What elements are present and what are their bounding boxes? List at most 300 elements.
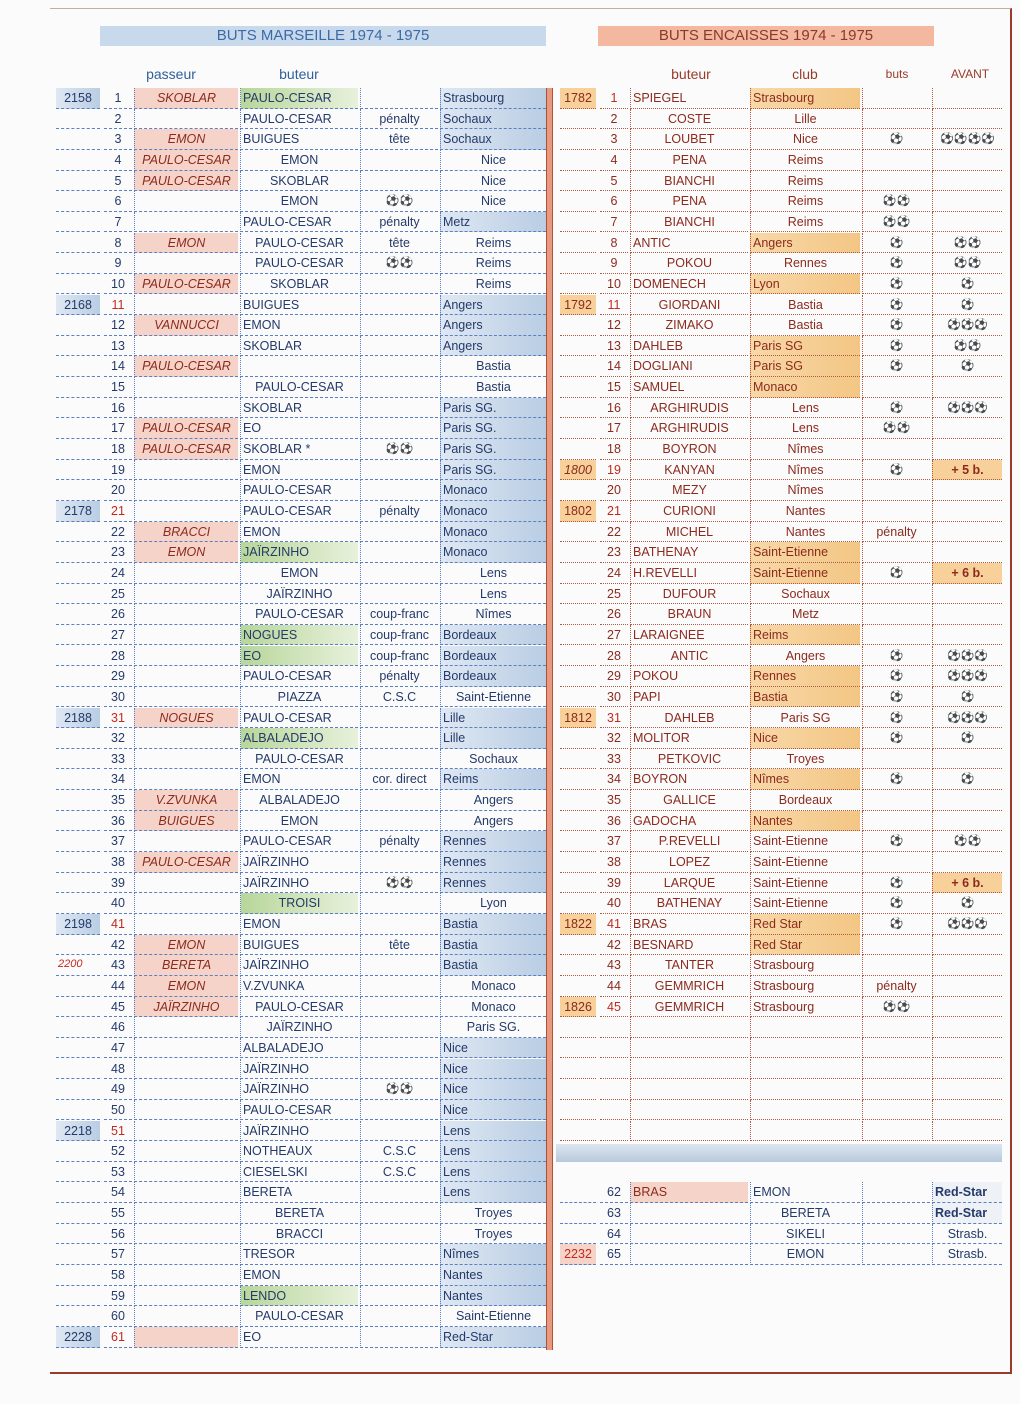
passeur-cell: BERETA	[134, 955, 238, 976]
opponent-cell: Bastia	[440, 955, 546, 976]
right-number-cell: 42	[600, 935, 628, 956]
passeur-cell: EMON	[134, 542, 238, 563]
right-total-cell	[560, 625, 596, 646]
right-total-cell	[560, 1079, 596, 1100]
club-cell: Nantes	[750, 501, 860, 522]
conceded-buteur-cell: BOYRON	[630, 439, 748, 460]
club-cell	[750, 1038, 860, 1059]
table-row	[0, 873, 1020, 894]
avant-cell: ⚽⚽	[932, 253, 1002, 274]
right-number-cell: 40	[600, 893, 628, 914]
table-row	[0, 460, 1020, 481]
club-cell: Paris SG	[750, 708, 860, 729]
left-number-cell: 28	[104, 646, 132, 667]
opponent-cell: Angers	[440, 336, 546, 357]
banner-buts-encaisses: BUTS ENCAISSES 1974 - 1975	[598, 26, 934, 46]
buts-cell: ⚽	[862, 831, 930, 852]
avant-cell: Strasb.	[932, 1224, 1002, 1245]
club-cell: Reims	[750, 212, 860, 233]
buteur-cell: EMON	[240, 522, 358, 543]
buteur-cell: NOTHEAUX	[240, 1141, 358, 1162]
right-total-cell	[560, 976, 596, 997]
right-number-cell: 26	[600, 604, 628, 625]
opponent-cell: Bordeaux	[440, 625, 546, 646]
club-cell: BERETA	[750, 1203, 860, 1224]
left-total-cell	[56, 1286, 100, 1307]
avant-cell	[932, 109, 1002, 130]
buts-cell	[862, 1100, 930, 1121]
club-cell: EMON	[750, 1244, 860, 1265]
right-total-cell: 1802	[560, 501, 596, 522]
opponent-cell: Rennes	[440, 831, 546, 852]
buteur-cell: JAÏRZINHO	[240, 955, 358, 976]
opponent-cell: Angers	[440, 295, 546, 316]
detail-cell: ⚽⚽	[360, 253, 438, 274]
buts-cell: pénalty	[862, 976, 930, 997]
left-number-cell: 11	[104, 295, 132, 316]
conceded-buteur-cell: ANTIC	[630, 646, 748, 667]
right-number-cell: 3	[600, 129, 628, 150]
opponent-cell: Reims	[440, 274, 546, 295]
left-number-cell: 21	[104, 501, 132, 522]
buteur-cell: EMON	[240, 460, 358, 481]
table-row	[0, 687, 1020, 708]
left-number-cell: 40	[104, 893, 132, 914]
left-number-cell: 27	[104, 625, 132, 646]
right-total-cell	[560, 687, 596, 708]
detail-cell: cor. direct	[360, 769, 438, 790]
right-total-cell: 1822	[560, 914, 596, 935]
buteur-cell: JAÏRZINHO	[240, 584, 358, 605]
marker-2200: 2200	[58, 958, 83, 970]
passeur-cell: PAULO-CESAR	[134, 171, 238, 192]
left-number-cell: 60	[104, 1306, 132, 1327]
opponent-cell: Saint-Etienne	[440, 1306, 546, 1327]
opponent-cell: Red-Star	[440, 1327, 546, 1348]
avant-cell: ⚽⚽⚽	[932, 646, 1002, 667]
left-number-cell: 51	[104, 1121, 132, 1142]
conceded-buteur-cell: H.REVELLI	[630, 563, 748, 584]
opponent-cell: Bordeaux	[440, 646, 546, 667]
opponent-cell: Reims	[440, 769, 546, 790]
buts-cell	[862, 501, 930, 522]
right-total-cell	[560, 171, 596, 192]
club-cell	[750, 1059, 860, 1080]
avant-cell: ⚽	[932, 687, 1002, 708]
buteur-cell: EMON	[240, 1265, 358, 1286]
conceded-buteur-cell: DAHLEB	[630, 336, 748, 357]
buts-cell: ⚽	[862, 769, 930, 790]
right-number-cell: 62	[600, 1182, 628, 1203]
buteur-cell: PAULO-CESAR	[240, 1100, 358, 1121]
right-total-cell	[560, 129, 596, 150]
right-total-cell	[560, 1017, 596, 1038]
avant-cell: ⚽⚽⚽⚽	[932, 129, 1002, 150]
left-number-cell: 8	[104, 233, 132, 254]
buteur-cell: PAULO-CESAR	[240, 377, 358, 398]
conceded-buteur-cell: DAHLEB	[630, 708, 748, 729]
detail-cell: ⚽⚽	[360, 1079, 438, 1100]
opponent-cell: Bastia	[440, 935, 546, 956]
buteur-cell: EMON	[240, 769, 358, 790]
avant-cell: ⚽	[932, 893, 1002, 914]
conceded-buteur-cell: COSTE	[630, 109, 748, 130]
table-row	[0, 584, 1020, 605]
avant-cell	[932, 997, 1002, 1018]
avant-cell	[932, 604, 1002, 625]
right-total-cell	[560, 604, 596, 625]
left-number-cell: 10	[104, 274, 132, 295]
buts-cell	[862, 852, 930, 873]
right-total-cell	[560, 315, 596, 336]
table-row	[0, 1182, 1020, 1203]
right-number-cell: 19	[600, 460, 628, 481]
club-cell: Saint-Etienne	[750, 852, 860, 873]
buteur-cell: JAÏRZINHO	[240, 1121, 358, 1142]
avant-cell	[932, 1038, 1002, 1059]
left-number-cell: 2	[104, 109, 132, 130]
club-cell: Nantes	[750, 811, 860, 832]
buts-cell: ⚽	[862, 129, 930, 150]
detail-cell: coup-franc	[360, 625, 438, 646]
right-number-cell	[600, 1038, 628, 1059]
detail-cell: C.S.C	[360, 1141, 438, 1162]
left-number-cell: 25	[104, 584, 132, 605]
left-number-cell: 26	[104, 604, 132, 625]
club-cell: Red Star	[750, 935, 860, 956]
opponent-cell: Lens	[440, 563, 546, 584]
table-row	[0, 212, 1020, 233]
conceded-buteur-cell: SAMUEL	[630, 377, 748, 398]
right-number-cell: 1	[600, 88, 628, 109]
right-number-cell: 10	[600, 274, 628, 295]
right-number-cell: 45	[600, 997, 628, 1018]
right-total-cell	[560, 274, 596, 295]
left-number-cell: 52	[104, 1141, 132, 1162]
buteur-cell: JAÏRZINHO	[240, 1079, 358, 1100]
buteur-cell: SKOBLAR	[240, 336, 358, 357]
header-club: club	[792, 66, 818, 82]
table-row	[0, 749, 1020, 770]
conceded-buteur-cell: POKOU	[630, 666, 748, 687]
buts-cell: ⚽⚽	[862, 997, 930, 1018]
buts-cell	[862, 1079, 930, 1100]
right-total-cell: 1812	[560, 708, 596, 729]
right-total-cell	[560, 1059, 596, 1080]
opponent-cell: Paris SG.	[440, 1017, 546, 1038]
left-number-cell: 49	[104, 1079, 132, 1100]
left-number-cell: 45	[104, 997, 132, 1018]
right-number-cell: 32	[600, 728, 628, 749]
passeur-cell: PAULO-CESAR	[134, 274, 238, 295]
left-number-cell: 23	[104, 542, 132, 563]
buteur-cell: PAULO-CESAR	[240, 749, 358, 770]
conceded-buteur-cell: CURIONI	[630, 501, 748, 522]
buteur-cell: PAULO-CESAR	[240, 1306, 358, 1327]
passeur-cell: BUIGUES	[134, 811, 238, 832]
buteur-cell: SKOBLAR *	[240, 439, 358, 460]
opponent-cell: Lille	[440, 728, 546, 749]
table-row	[0, 377, 1020, 398]
conceded-buteur-cell	[630, 1017, 748, 1038]
passeur-cell: PAULO-CESAR	[134, 150, 238, 171]
detail-cell: pénalty	[360, 109, 438, 130]
table-row	[0, 1059, 1020, 1080]
club-cell: Strasbourg	[750, 88, 860, 109]
opponent-cell: Sochaux	[440, 129, 546, 150]
right-total-cell: 1800	[560, 460, 596, 481]
left-total-cell	[56, 1162, 100, 1183]
conceded-buteur-cell: DUFOUR	[630, 584, 748, 605]
club-cell: Paris SG	[750, 336, 860, 357]
buts-cell: ⚽	[862, 398, 930, 419]
avant-cell	[932, 439, 1002, 460]
left-number-cell: 43	[104, 955, 132, 976]
detail-cell: coup-franc	[360, 604, 438, 625]
right-number-cell: 12	[600, 315, 628, 336]
passeur-cell	[134, 1162, 238, 1183]
avant-cell	[932, 212, 1002, 233]
left-number-cell: 33	[104, 749, 132, 770]
passeur-cell: EMON	[134, 233, 238, 254]
club-cell: Paris SG	[750, 356, 860, 377]
right-number-cell: 18	[600, 439, 628, 460]
right-total-cell	[560, 728, 596, 749]
table-row	[0, 1079, 1020, 1100]
buteur-cell: PIAZZA	[240, 687, 358, 708]
table-row	[0, 666, 1020, 687]
club-cell: EMON	[750, 1182, 860, 1203]
conceded-buteur-cell: BATHENAY	[630, 542, 748, 563]
opponent-cell: Lens	[440, 1162, 546, 1183]
right-number-cell: 33	[600, 749, 628, 770]
table-row	[0, 1038, 1020, 1059]
buteur-cell: EMON	[240, 811, 358, 832]
left-number-cell: 37	[104, 831, 132, 852]
detail-cell: ⚽⚽	[360, 439, 438, 460]
passeur-cell: PAULO-CESAR	[134, 356, 238, 377]
right-total-cell	[560, 584, 596, 605]
conceded-buteur-cell: ARGHIRUDIS	[630, 418, 748, 439]
right-number-cell: 2	[600, 109, 628, 130]
buteur-cell: TRESOR	[240, 1244, 358, 1265]
avant-cell	[932, 1059, 1002, 1080]
table-row	[0, 398, 1020, 419]
table-row	[0, 129, 1020, 150]
detail-cell: pénalty	[360, 501, 438, 522]
passeur-cell	[134, 1327, 238, 1348]
avant-cell	[932, 852, 1002, 873]
buts-cell: ⚽	[862, 460, 930, 481]
opponent-cell: Paris SG.	[440, 439, 546, 460]
left-number-cell: 35	[104, 790, 132, 811]
right-total-cell	[560, 1038, 596, 1059]
right-total-cell	[560, 811, 596, 832]
club-cell: Lens	[750, 398, 860, 419]
avant-cell: ⚽⚽⚽	[932, 708, 1002, 729]
table-row	[0, 233, 1020, 254]
buteur-cell: SKOBLAR	[240, 274, 358, 295]
avant-cell: ⚽	[932, 769, 1002, 790]
club-cell: Saint-Etienne	[750, 563, 860, 584]
passeur-cell: EMON	[134, 976, 238, 997]
right-number-cell	[600, 1100, 628, 1121]
right-total-cell	[560, 1100, 596, 1121]
avant-cell	[932, 171, 1002, 192]
club-cell: Monaco	[750, 377, 860, 398]
left-number-cell: 30	[104, 687, 132, 708]
buts-cell	[862, 1182, 930, 1203]
left-number-cell: 9	[104, 253, 132, 274]
conceded-buteur-cell: BATHENAY	[630, 893, 748, 914]
opponent-cell: Bordeaux	[440, 666, 546, 687]
buteur-cell: JAÏRZINHO	[240, 1017, 358, 1038]
club-cell: Nîmes	[750, 460, 860, 481]
buts-cell	[862, 811, 930, 832]
conceded-buteur-cell: LARAIGNEE	[630, 625, 748, 646]
table-row	[0, 1121, 1020, 1142]
club-cell: Angers	[750, 646, 860, 667]
left-total-cell	[56, 1306, 100, 1327]
right-total-cell	[560, 336, 596, 357]
table-row	[0, 1100, 1020, 1121]
passeur-cell: BRACCI	[134, 522, 238, 543]
club-cell: Strasbourg	[750, 955, 860, 976]
table-row	[0, 315, 1020, 336]
buts-cell: ⚽	[862, 563, 930, 584]
buts-cell: ⚽	[862, 728, 930, 749]
conceded-buteur-cell	[630, 1244, 748, 1265]
table-row	[0, 150, 1020, 171]
buteur-cell: PAULO-CESAR	[240, 708, 358, 729]
buts-cell: ⚽	[862, 873, 930, 894]
club-cell: Nîmes	[750, 439, 860, 460]
avant-cell	[932, 1121, 1002, 1142]
right-number-cell: 30	[600, 687, 628, 708]
right-number-cell: 23	[600, 542, 628, 563]
buteur-cell: PAULO-CESAR	[240, 212, 358, 233]
opponent-cell: Nantes	[440, 1286, 546, 1307]
club-cell: Red Star	[750, 914, 860, 935]
buts-cell	[862, 935, 930, 956]
opponent-cell: Monaco	[440, 522, 546, 543]
avant-cell: + 6 b.	[932, 563, 1002, 584]
right-total-cell	[560, 1203, 596, 1224]
opponent-cell: Nice	[440, 1038, 546, 1059]
buteur-cell: PAULO-CESAR	[240, 109, 358, 130]
club-cell	[750, 1079, 860, 1100]
left-number-cell: 32	[104, 728, 132, 749]
table-row	[0, 109, 1020, 130]
conceded-buteur-cell: BESNARD	[630, 935, 748, 956]
avant-cell	[932, 976, 1002, 997]
right-number-cell: 36	[600, 811, 628, 832]
club-cell: Bastia	[750, 295, 860, 316]
buteur-cell: JAÏRZINHO	[240, 542, 358, 563]
opponent-cell: Sochaux	[440, 109, 546, 130]
conceded-buteur-cell: BOYRON	[630, 769, 748, 790]
avant-cell: ⚽⚽⚽	[932, 914, 1002, 935]
buteur-cell: EMON	[240, 563, 358, 584]
right-number-cell: 5	[600, 171, 628, 192]
table-row	[0, 708, 1020, 729]
club-cell	[750, 1121, 860, 1142]
opponent-cell: Nice	[440, 1059, 546, 1080]
table-row	[0, 811, 1020, 832]
conceded-buteur-cell: MICHEL	[630, 522, 748, 543]
buts-cell: ⚽	[862, 708, 930, 729]
right-total-cell	[560, 893, 596, 914]
buteur-cell: PAULO-CESAR	[240, 604, 358, 625]
club-cell: Strasbourg	[750, 997, 860, 1018]
opponent-cell: Bastia	[440, 377, 546, 398]
opponent-cell: Paris SG.	[440, 398, 546, 419]
table-row	[0, 480, 1020, 501]
table-row	[0, 563, 1020, 584]
table-row	[0, 831, 1020, 852]
left-total-cell: 2198	[56, 914, 100, 935]
avant-cell	[932, 935, 1002, 956]
right-number-cell: 17	[600, 418, 628, 439]
left-number-cell: 39	[104, 873, 132, 894]
left-number-cell: 29	[104, 666, 132, 687]
right-total-cell	[560, 790, 596, 811]
avant-cell: Red-Star	[932, 1203, 1002, 1224]
club-cell: Lens	[750, 418, 860, 439]
buteur-cell: BRACCI	[240, 1224, 358, 1245]
left-total-cell: 2188	[56, 708, 100, 729]
buteur-cell: JAÏRZINHO	[240, 873, 358, 894]
club-cell: Nîmes	[750, 480, 860, 501]
table-row	[0, 1327, 1020, 1348]
detail-cell: coup-franc	[360, 646, 438, 667]
table-row	[0, 976, 1020, 997]
left-number-cell: 34	[104, 769, 132, 790]
table-row	[0, 522, 1020, 543]
table-row	[0, 893, 1020, 914]
table-row	[0, 295, 1020, 316]
avant-cell	[932, 1100, 1002, 1121]
opponent-cell: Strasbourg	[440, 88, 546, 109]
right-total-cell: 2232	[560, 1244, 596, 1265]
opponent-cell: Reims	[440, 233, 546, 254]
avant-cell	[932, 1017, 1002, 1038]
avant-cell	[932, 625, 1002, 646]
detail-cell: tête	[360, 129, 438, 150]
buteur-cell: EO	[240, 646, 358, 667]
buts-cell	[862, 625, 930, 646]
avant-cell: ⚽⚽⚽	[932, 666, 1002, 687]
club-cell: Bastia	[750, 687, 860, 708]
detail-cell: ⚽⚽	[360, 873, 438, 894]
table-row	[0, 955, 1020, 976]
opponent-cell: Reims	[440, 253, 546, 274]
right-number-cell: 37	[600, 831, 628, 852]
conceded-buteur-cell: LOPEZ	[630, 852, 748, 873]
club-cell	[750, 1017, 860, 1038]
conceded-buteur-cell: GALLICE	[630, 790, 748, 811]
right-number-cell	[600, 1121, 628, 1142]
table-row	[0, 1162, 1020, 1183]
right-number-cell	[600, 1059, 628, 1080]
table-row	[0, 191, 1020, 212]
opponent-cell: Lens	[440, 584, 546, 605]
club-cell: Metz	[750, 604, 860, 625]
buts-cell	[862, 955, 930, 976]
buteur-cell: BERETA	[240, 1182, 358, 1203]
buteur-cell: BERETA	[240, 1203, 358, 1224]
buteur-cell: PAULO-CESAR	[240, 88, 358, 109]
